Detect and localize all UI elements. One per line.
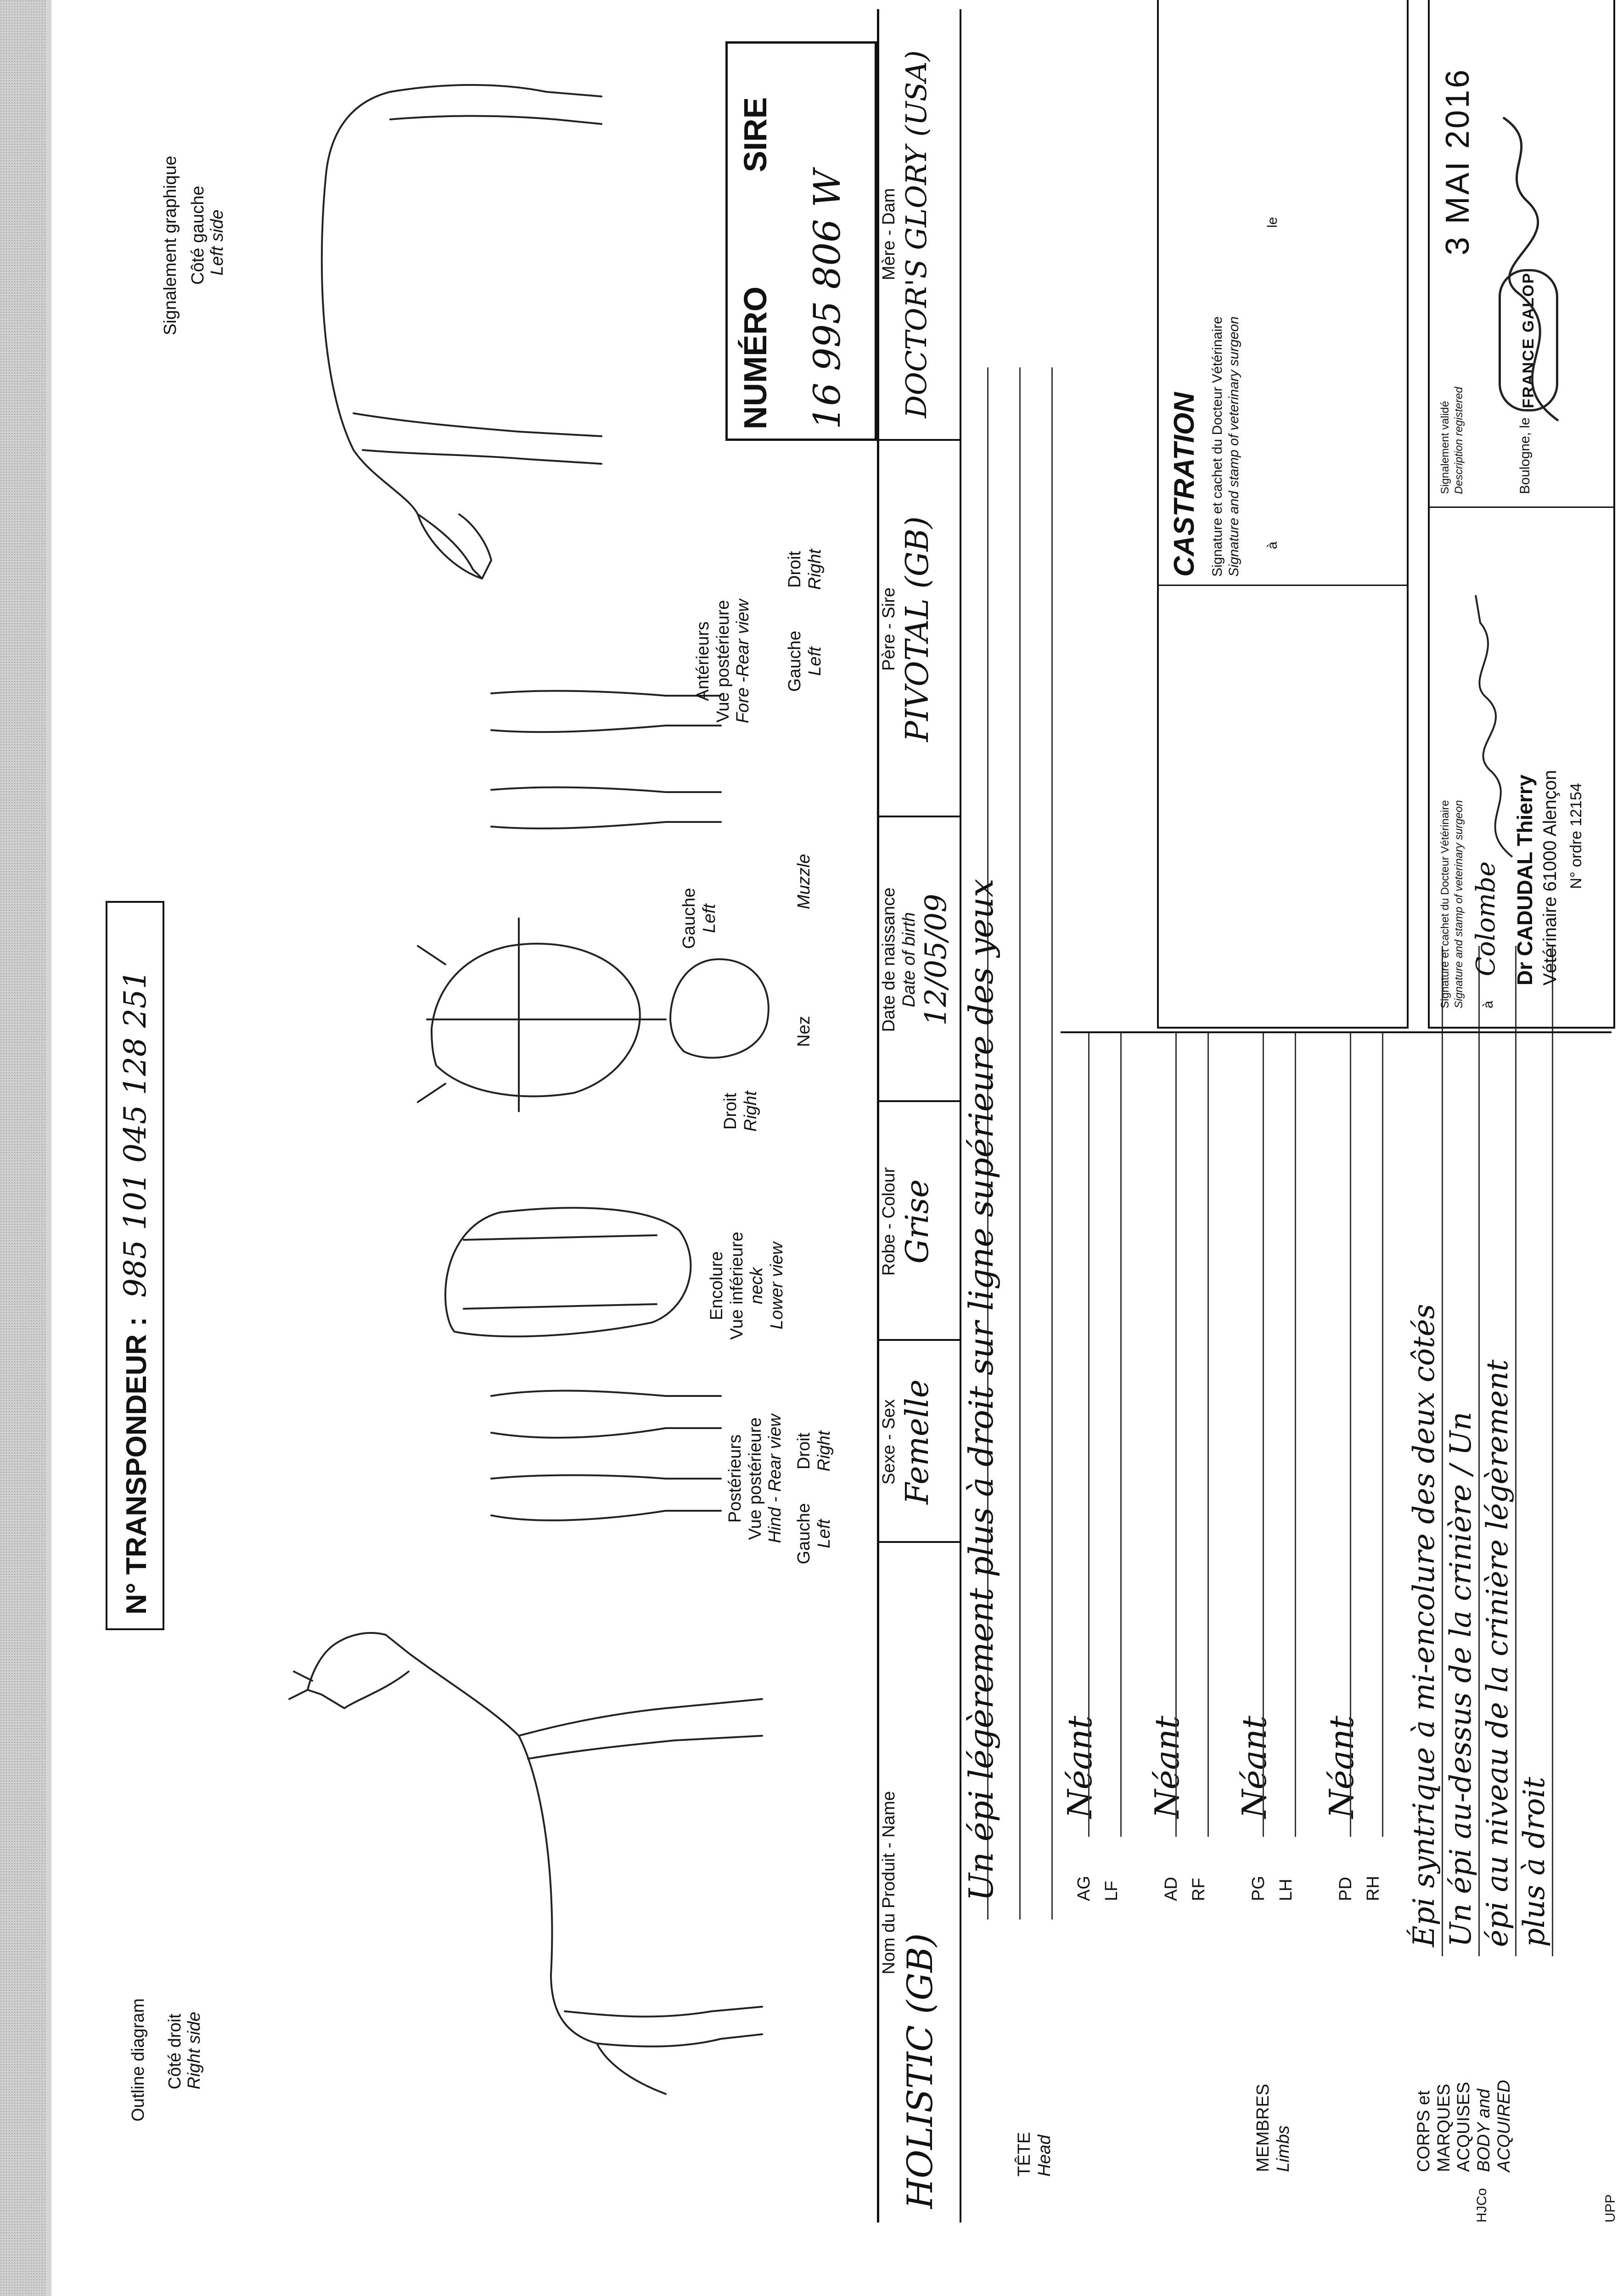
horse-right-side-drawing [308, 1633, 762, 2094]
castration-le: le [1265, 217, 1280, 228]
vet-a: à [1481, 1001, 1496, 1008]
vet-stamp-number: N° ordre 12154 [1567, 783, 1585, 889]
numero-value: 16 995 806 W [806, 169, 848, 429]
hind-caption: Postérieurs Vue postérieure Hind - Rear view [725, 1414, 785, 1543]
numero-sire-box [725, 41, 877, 441]
hind-right-caption: Droit Right [794, 1430, 834, 1472]
head-left-caption: Gauche Left [680, 888, 719, 949]
transponder-value: 985 101 045 128 251 [118, 970, 153, 1298]
validation-line2: Description registered [1453, 387, 1465, 494]
head-markings-text: Un épi légèrement plus à droit sur ligne supérieure des yeux [962, 878, 1000, 1901]
vet-validation-box [1428, 0, 1615, 1029]
vet-signature [1462, 586, 1526, 861]
castration-title: CASTRATION [1168, 392, 1200, 577]
margin-note-1: UPP [1603, 2194, 1618, 2223]
fore-legs-drawing [491, 691, 721, 829]
colour-cell: Robe - Colour Grise [879, 1107, 936, 1336]
outline-diagram-title: Outline diagram [129, 1998, 148, 2122]
horse-identification-form: Outline diagram Côté droit Right side N° TRANSPONDEUR : 985 101 045 128 251 Signalement graphique Côté gauche Left side Postérieurs Vue postérieure Hind - Rear view Gauche Left Droit Right Encolure Vue inférieure neck Lower view Droit Right Gauche Left Nez Muzzle Antérieurs Vue postérieure Fore -Rear view Gauche Left Droit Right NUMÉRO SIRE 16 995 806 W Nom du Produit - Name HOLISTIC (GB) Sexe - Sex Femelle Robe - Colour Grise Date de naissance Date of birth 12/05/09 Père - Sire PIVOTAL (GB) Mère - Dam DOCTOR'S GLORY (USA) TÊTE Head Un épi légèrement plus à droit sur ligne supérieure des yeux MEMBRES Limbs AG LF Néant AD RF Néant PG LH Néant PD RH Néant CORPS et MARQUES ACQUISES BODY and ACQUIRED Épi syntrique à mi-encolure des deux côtés Un épi au-dessus de la crinière / Un épi au niveau de la crinière légèrement plus à droit CASTRATION Signature et cachet du Docteur Vétérinaire Signature and stamp of veterinary surgeon à le Signature et cachet du Docteur Vétérinaire Signature and stamp of veterinary surgeon à Colombe Dr CADUDAL Thierry Vétérinaire 61000 Alençon N° ordre 12154 Signalement validé Description registered Boulogne, le 3 MAI 2016 FRANCE GALOP UPP HJCo [51, 0, 1623, 2241]
dob-cell: Date de naissance Date of birth 12/05/09 [879, 822, 953, 1097]
castration-a: à [1265, 541, 1280, 549]
neck-caption: Encolure Vue inférieure neck Lower view [707, 1232, 787, 1340]
sex-cell: Sexe - Sex Femelle [879, 1345, 936, 1538]
fore-right-caption: Droit Right [785, 549, 825, 590]
hind-left-caption: Gauche Left [794, 1503, 834, 1564]
dam-value: DOCTOR'S GLORY (USA) [899, 50, 933, 418]
body-label: CORPS et MARQUES ACQUISES BODY and ACQUIRED [1414, 2080, 1514, 2172]
sire-label: SIRE [737, 97, 773, 172]
sire-cell: Père - Sire PIVOTAL (GB) [879, 445, 936, 813]
vet-stamp-address: Vétérinaire 61000 Alençon [1540, 770, 1560, 985]
neck-lower-view-drawing [445, 1208, 691, 1336]
colour-value: Grise [899, 1179, 936, 1264]
limbs-label: MEMBRES Limbs [1253, 2083, 1293, 2172]
numero-label: NUMÉRO [737, 286, 773, 429]
fore-left-caption: Gauche Left [785, 630, 825, 692]
margin-note-2: HJCo [1474, 2188, 1489, 2223]
left-side-label-en: Left side [208, 209, 227, 276]
dam-cell: Mère - Dam DOCTOR'S GLORY (USA) [879, 32, 933, 436]
horse-left-side-drawing [322, 85, 601, 579]
validation-boulogne: Boulogne, le [1517, 417, 1533, 494]
castration-sig-fr: Signature et cachet du Docteur Vétérinaire [1210, 316, 1225, 577]
castration-sig-en: Signature and stamp of veterinary surgeon [1226, 316, 1241, 577]
body-text-4: plus à droit [1517, 1777, 1551, 1947]
left-side-label-fr: Côté gauche [188, 186, 208, 285]
nose-caption: Nez [794, 1016, 814, 1047]
name-value: HOLISTIC (GB) [899, 1933, 940, 2209]
head-label: TÊTE Head [1015, 2132, 1054, 2177]
sire-value: PIVOTAL (GB) [899, 516, 936, 742]
right-side-label-fr: Côté droit [165, 2014, 185, 2089]
vet-sig-en: Signature and stamp of veterinary surgeon [1453, 800, 1465, 1008]
transponder-label: N° TRANSPONDEUR : [121, 1317, 152, 1615]
sex-value: Femelle [899, 1379, 936, 1505]
body-text-3: épi au niveau de la crinière légèrement [1481, 1359, 1515, 1947]
muzzle-caption: Muzzle [794, 854, 814, 909]
castration-box [1157, 0, 1409, 1029]
head-right-caption: Droit Right [721, 1091, 760, 1132]
body-text-1: Épi syntrique à mi-encolure des deux côtés [1407, 1304, 1441, 1947]
vet-place: Colombe [1471, 861, 1501, 976]
body-text-2: Un épi au-dessus de la crinière / Un [1444, 1412, 1478, 1947]
name-cell: Nom du Produit - Name HOLISTIC (GB) [879, 1543, 940, 2223]
head-front-drawing [418, 918, 666, 1111]
vet-stamp-name: Dr CADUDAL Thierry [1513, 774, 1537, 985]
muzzle-drawing [670, 959, 769, 1058]
validation-date: 3 MAI 2016 [1439, 68, 1476, 255]
vet-sig-fr: Signature et cachet du Docteur Vétérinaire [1439, 800, 1451, 1008]
hind-legs-drawing [491, 1390, 721, 1520]
france-galop-stamp: FRANCE GALOP [1499, 269, 1558, 411]
validation-signature [1476, 108, 1586, 430]
dob-value: 12/05/09 [919, 894, 954, 1026]
identity-row-bottom-rule [960, 9, 961, 2223]
fore-caption: Antérieurs Vue postérieure Fore -Rear view [693, 599, 753, 724]
right-side-label-en: Right side [185, 2012, 204, 2089]
validation-line1: Signalement validé [1439, 401, 1451, 494]
graphic-description-title: Signalement graphique [161, 156, 180, 335]
transponder-box [106, 901, 164, 1630]
